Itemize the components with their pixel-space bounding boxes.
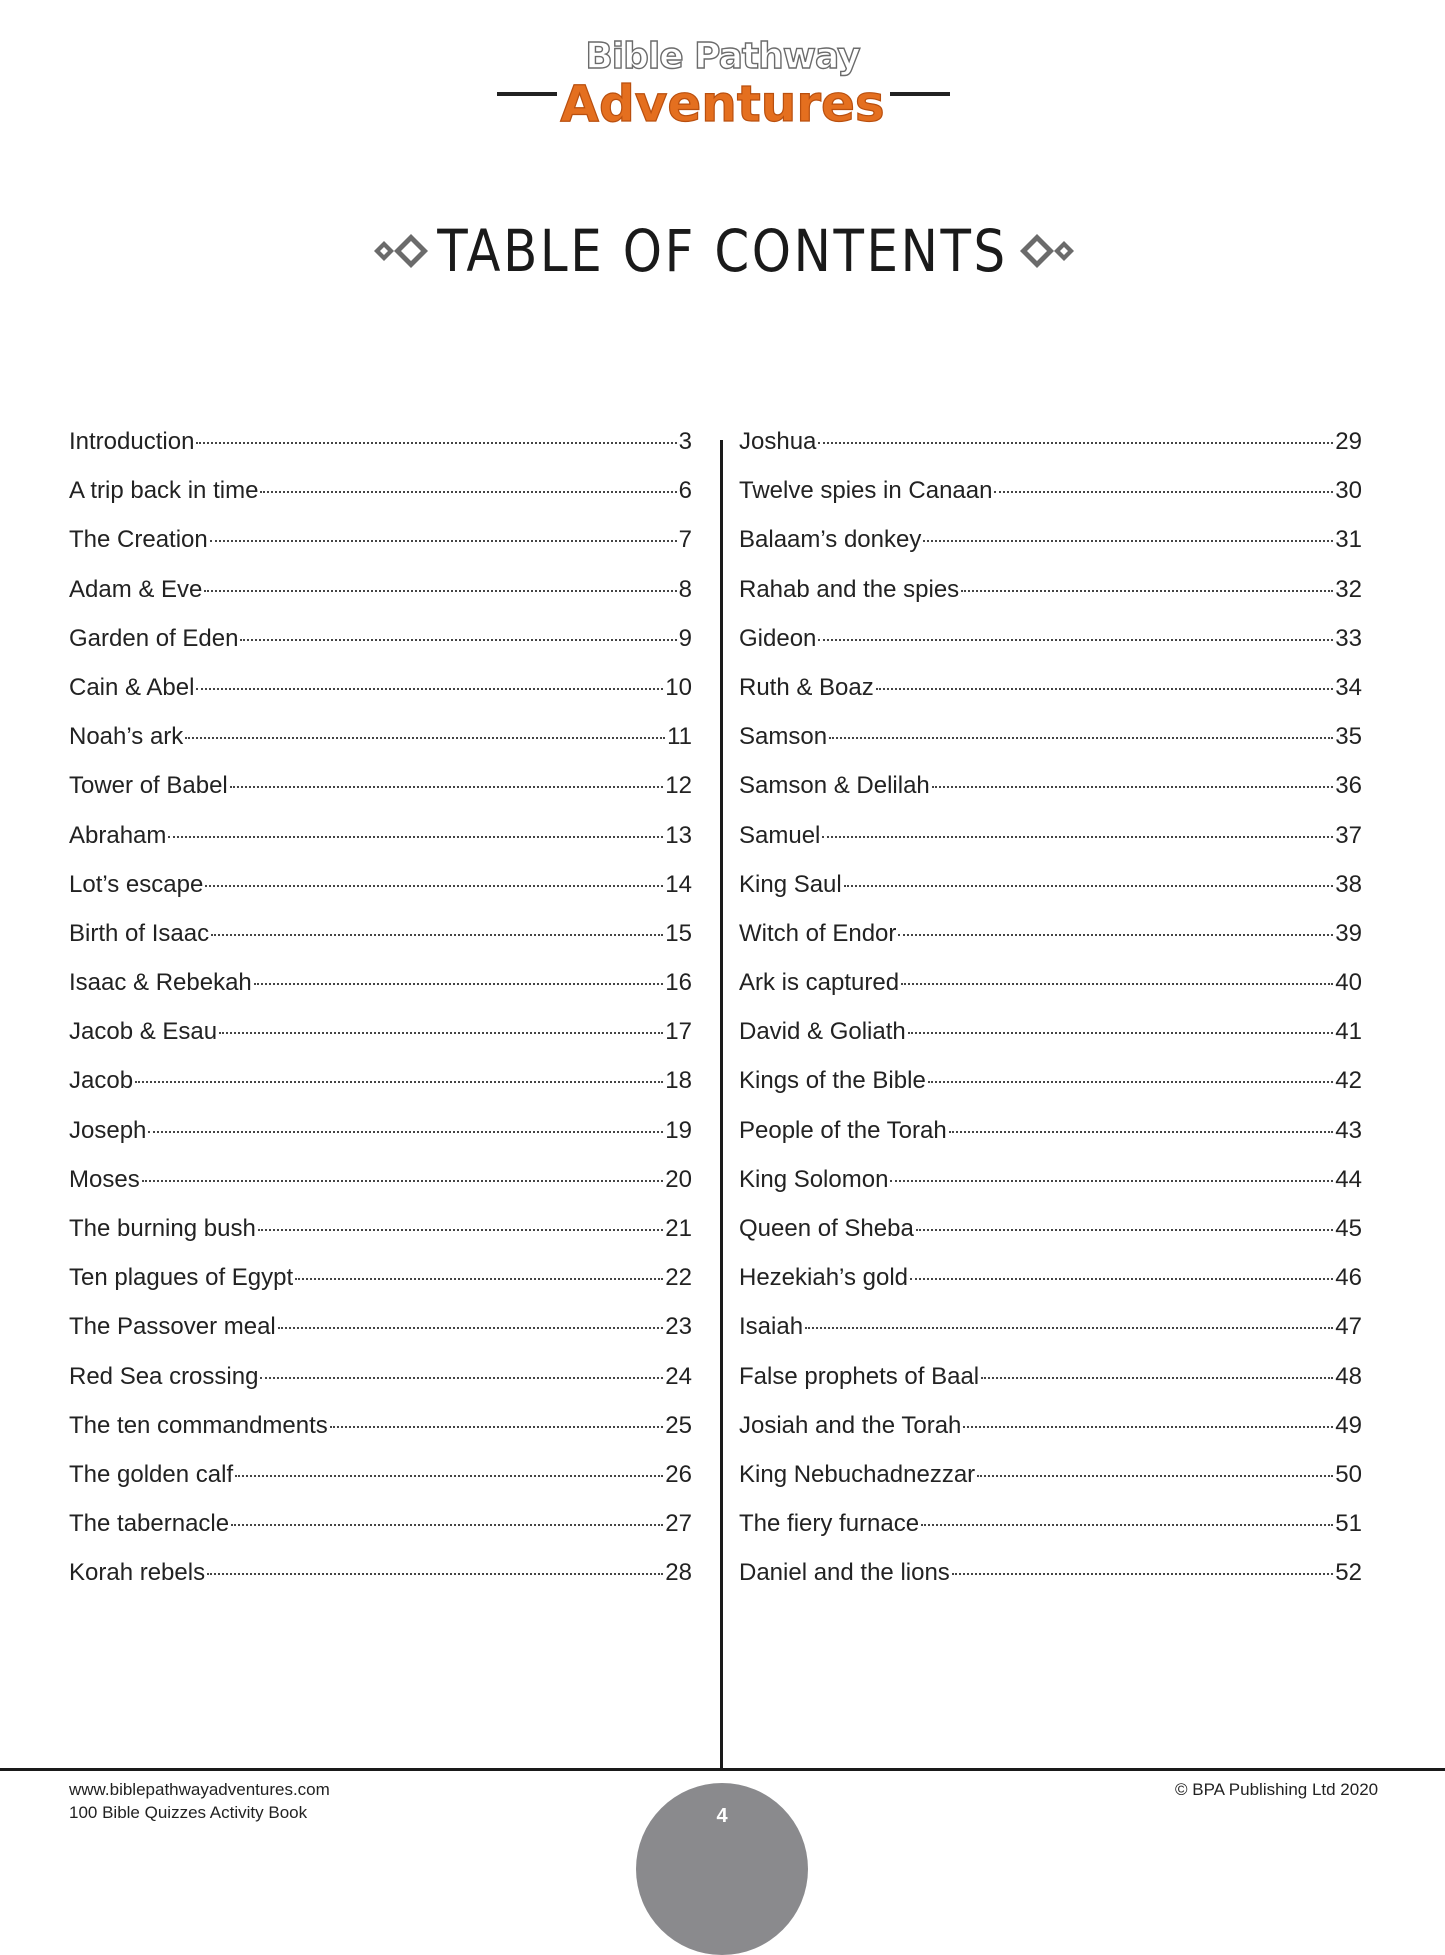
toc-entry-page: 32 (1335, 575, 1362, 603)
toc-entry-page: 36 (1335, 772, 1362, 800)
toc-dot-leader (805, 1327, 1333, 1329)
toc-entry-title: Gideon (739, 624, 817, 652)
toc-dot-leader (148, 1131, 663, 1133)
page-number: 4 (716, 1805, 728, 1827)
toc-entry-title: Abraham (69, 821, 167, 849)
toc-entry-page: 35 (1335, 723, 1362, 751)
toc-entry-page: 48 (1335, 1362, 1362, 1390)
toc-entry-page: 13 (665, 821, 692, 849)
logo (0, 30, 1445, 140)
toc-entry (69, 1412, 692, 1461)
toc-entry-page: 39 (1335, 919, 1362, 947)
toc-entry (69, 526, 692, 575)
page-title: TABLE OF CONTENTS (437, 217, 1008, 285)
footer-book-title: 100 Bible Quizzes Activity Book (69, 1803, 308, 1822)
toc-dot-leader (994, 491, 1333, 493)
toc-entry (69, 674, 692, 723)
toc-dot-leader (952, 1573, 1333, 1575)
toc-dot-leader (260, 491, 676, 493)
toc-entry (69, 1559, 692, 1608)
toc-entry (739, 625, 1362, 674)
toc-entry-title: The golden calf (69, 1460, 234, 1488)
title-block (0, 215, 1445, 295)
toc-entry-page: 50 (1335, 1460, 1362, 1488)
toc-entry-title: Adam & Eve (69, 575, 203, 603)
toc-entry-page: 31 (1335, 526, 1362, 554)
toc-entry (69, 822, 692, 871)
toc-dot-leader (977, 1475, 1333, 1477)
toc-entry (69, 1018, 692, 1067)
toc-entry-page: 38 (1335, 870, 1362, 898)
toc-dot-leader (961, 590, 1333, 592)
toc-dot-leader (254, 983, 664, 985)
toc-entry (739, 1215, 1362, 1264)
toc-dot-leader (923, 540, 1333, 542)
toc-entry (739, 871, 1362, 920)
toc-dot-leader (910, 1278, 1333, 1280)
toc-dot-leader (278, 1327, 664, 1329)
toc-entry-page: 24 (665, 1362, 692, 1390)
toc-dot-leader (908, 1032, 1334, 1034)
toc-dot-leader (205, 885, 663, 887)
toc-entry-page: 19 (665, 1116, 692, 1144)
toc-entry-page: 3 (678, 428, 692, 455)
toc-entry-title: Witch of Endor (739, 919, 897, 947)
toc-entry (739, 1510, 1362, 1559)
toc-entry-title: King Saul (739, 870, 842, 898)
toc-dot-leader (916, 1229, 1333, 1231)
toc-entry (739, 1166, 1362, 1215)
toc-entry-title: Isaiah (739, 1313, 804, 1341)
toc-entry-page: 45 (1335, 1215, 1362, 1242)
toc-entry (69, 428, 692, 477)
toc-entry (739, 1018, 1362, 1067)
toc-entry (739, 723, 1362, 772)
toc-entry-title: Daniel and the lions (739, 1559, 950, 1587)
toc-entry (739, 674, 1362, 723)
toc-entry-title: The ten commandments (69, 1411, 328, 1439)
toc-entry-title: Korah rebels (69, 1559, 206, 1587)
toc-entry (739, 1067, 1362, 1116)
toc-entry (739, 526, 1362, 575)
toc-entry-title: King Nebuchadnezzar (739, 1460, 976, 1488)
toc-entry (69, 477, 692, 526)
toc-entry-page: 47 (1335, 1313, 1362, 1341)
toc-entry (69, 1166, 692, 1215)
toc-dot-leader (219, 1032, 663, 1034)
toc-dot-leader (330, 1426, 664, 1428)
toc-dot-leader (818, 639, 1333, 641)
toc-entry-title: A trip back in time (69, 477, 259, 505)
toc-entry-page: 8 (678, 575, 692, 603)
toc-entry-title: Josiah and the Torah (739, 1411, 962, 1439)
logo-main-text: Adventures (560, 75, 885, 133)
toc-entry (69, 920, 692, 969)
toc-dot-leader (196, 688, 663, 690)
toc-entry (739, 1559, 1362, 1608)
toc-entry (739, 969, 1362, 1018)
toc-entry (69, 1313, 692, 1362)
toc-entry-title: Samson & Delilah (739, 772, 930, 800)
toc-entry (739, 920, 1362, 969)
toc-entry-title: Moses (69, 1165, 140, 1193)
toc-dot-leader (822, 836, 1333, 838)
toc-entry-title: Jacob (69, 1067, 134, 1095)
toc-dot-leader (981, 1377, 1333, 1379)
toc-entry-title: Queen of Sheba (739, 1215, 914, 1242)
toc-entry-title: Cain & Abel (69, 673, 195, 701)
toc-column-left (69, 428, 692, 1609)
toc-entry-page: 23 (665, 1313, 692, 1341)
toc-dot-leader (829, 737, 1333, 739)
toc-entry-title: Joseph (69, 1116, 147, 1144)
toc-entry-page: 34 (1335, 673, 1362, 701)
toc-entry-page: 25 (665, 1411, 692, 1439)
toc-entry-title: Ark is captured (739, 969, 900, 997)
toc-entry-title: Birth of Isaac (69, 919, 210, 947)
column-divider (720, 440, 723, 1770)
toc-entry (69, 969, 692, 1018)
toc-entry-title: Samuel (739, 821, 821, 849)
toc-entry (69, 1510, 692, 1559)
toc-entry-title: Hezekiah’s gold (739, 1264, 908, 1292)
toc-dot-leader (260, 1377, 663, 1379)
toc-entry (69, 772, 692, 821)
toc-entry-title: Ten plagues of Egypt (69, 1264, 294, 1292)
toc-entry-title: Isaac & Rebekah (69, 969, 252, 997)
toc-entry (69, 723, 692, 772)
toc-dot-leader (901, 983, 1333, 985)
toc-dot-leader (142, 1180, 664, 1182)
toc-entry-title: Joshua (739, 428, 817, 455)
footer-url: www.biblepathwayadventures.com (69, 1780, 330, 1799)
toc-entry-page: 12 (665, 772, 692, 800)
toc-entry-title: The tabernacle (69, 1510, 230, 1538)
toc-entry (69, 871, 692, 920)
toc-entry-page: 33 (1335, 624, 1362, 652)
toc-entry-page: 37 (1335, 821, 1362, 849)
toc-dot-leader (890, 1180, 1333, 1182)
toc-entry (739, 576, 1362, 625)
toc-dot-leader (135, 1081, 663, 1083)
toc-dot-leader (231, 1524, 663, 1526)
toc-entry (69, 1264, 692, 1313)
toc-dot-leader (898, 934, 1333, 936)
toc-entry-title: The Passover meal (69, 1313, 276, 1341)
toc-dot-leader (258, 1229, 664, 1231)
toc-entry-page: 40 (1335, 969, 1362, 997)
toc-entry-page: 11 (667, 723, 692, 751)
toc-dot-leader (235, 1475, 663, 1477)
toc-entry-title: Red Sea crossing (69, 1362, 259, 1390)
toc-entry-page: 44 (1335, 1165, 1362, 1193)
toc-entry-title: The Creation (69, 526, 208, 554)
toc-entry (69, 1363, 692, 1412)
toc-entry-title: David & Goliath (739, 1018, 906, 1046)
toc-entry-title: Samson (739, 723, 828, 751)
toc-entry-title: Tower of Babel (69, 772, 228, 800)
toc-entry-title: Noah’s ark (69, 723, 184, 751)
toc-entry-title: False prophets of Baal (739, 1362, 980, 1390)
toc-entry (69, 1067, 692, 1116)
toc-entry-page: 41 (1335, 1018, 1362, 1046)
toc-entry-title: People of the Torah (739, 1116, 947, 1144)
toc-entry-page: 22 (665, 1264, 692, 1292)
toc-entry-title: The burning bush (69, 1215, 256, 1242)
toc-dot-leader (818, 442, 1333, 444)
toc-entry-title: Lot’s escape (69, 870, 204, 898)
toc-dot-leader (210, 540, 677, 542)
footer-copyright: © BPA Publishing Ltd 2020 (1175, 1780, 1379, 1799)
toc-entry (739, 1363, 1362, 1412)
toc-dot-leader (240, 639, 676, 641)
toc-dot-leader (168, 836, 663, 838)
toc-entry-title: Ruth & Boaz (739, 673, 874, 701)
toc-entry-title: Twelve spies in Canaan (739, 477, 993, 505)
toc-dot-leader (963, 1426, 1333, 1428)
toc-dot-leader (230, 786, 664, 788)
toc-dot-leader (185, 737, 665, 739)
toc-dot-leader (211, 934, 663, 936)
toc-entry-page: 21 (665, 1215, 692, 1242)
toc-entry (69, 1117, 692, 1166)
toc-entry-page: 6 (678, 477, 692, 505)
toc-entry-title: Introduction (69, 428, 195, 455)
toc-dot-leader (844, 885, 1334, 887)
toc-entry-page: 7 (678, 526, 692, 554)
toc-entry-page: 9 (678, 624, 692, 652)
toc-entry-page: 52 (1335, 1559, 1362, 1587)
toc-entry (739, 1461, 1362, 1510)
toc-entry-page: 27 (665, 1510, 692, 1538)
toc-entry-page: 51 (1335, 1510, 1362, 1538)
toc-dot-leader (207, 1573, 663, 1575)
toc-entry-page: 30 (1335, 477, 1362, 505)
ornament-right-icon (1012, 233, 1078, 269)
toc-entry-page: 18 (665, 1067, 692, 1095)
toc-entry-page: 42 (1335, 1067, 1362, 1095)
toc-column-right (739, 428, 1362, 1609)
toc-entry-page: 14 (665, 870, 692, 898)
toc-entry-page: 26 (665, 1460, 692, 1488)
toc-entry-title: Garden of Eden (69, 624, 239, 652)
toc-entry (739, 477, 1362, 526)
toc-dot-leader (204, 590, 676, 592)
toc-entry (739, 428, 1362, 477)
toc-entry-title: Jacob & Esau (69, 1018, 218, 1046)
toc-entry (69, 1215, 692, 1264)
toc-dot-leader (876, 688, 1334, 690)
toc-entry-page: 43 (1335, 1116, 1362, 1144)
toc-entry-title: Balaam’s donkey (739, 526, 922, 554)
toc-dot-leader (921, 1524, 1333, 1526)
toc-entry-title: Kings of the Bible (739, 1067, 926, 1095)
toc-entry-page: 15 (665, 919, 692, 947)
toc-entry (739, 1117, 1362, 1166)
logo-top-text: Bible Pathway (585, 36, 860, 77)
toc-dot-leader (295, 1278, 663, 1280)
toc-entry-page: 10 (665, 673, 692, 701)
toc-entry-page: 46 (1335, 1264, 1362, 1292)
toc-entry-page: 17 (665, 1018, 692, 1046)
toc-dot-leader (196, 442, 676, 444)
toc-entry (69, 576, 692, 625)
toc-entry-page: 28 (665, 1559, 692, 1587)
toc-entry (739, 1313, 1362, 1362)
toc-dot-leader (932, 786, 1334, 788)
toc-dot-leader (928, 1081, 1334, 1083)
toc-entry (739, 822, 1362, 871)
toc-entry-title: King Solomon (739, 1165, 889, 1193)
toc-entry (739, 1412, 1362, 1461)
toc-entry (739, 772, 1362, 821)
toc-entry (69, 625, 692, 674)
toc-entry-page: 20 (665, 1165, 692, 1193)
toc-entry-title: The fiery furnace (739, 1510, 920, 1538)
footer-rule (0, 1768, 1445, 1771)
toc-entry (69, 1461, 692, 1510)
toc-entry-page: 16 (665, 969, 692, 997)
toc-entry-page: 49 (1335, 1411, 1362, 1439)
toc-dot-leader (949, 1131, 1334, 1133)
toc-entry-title: Rahab and the spies (739, 575, 960, 603)
toc-entry-page: 29 (1335, 428, 1362, 455)
toc-entry (739, 1264, 1362, 1313)
